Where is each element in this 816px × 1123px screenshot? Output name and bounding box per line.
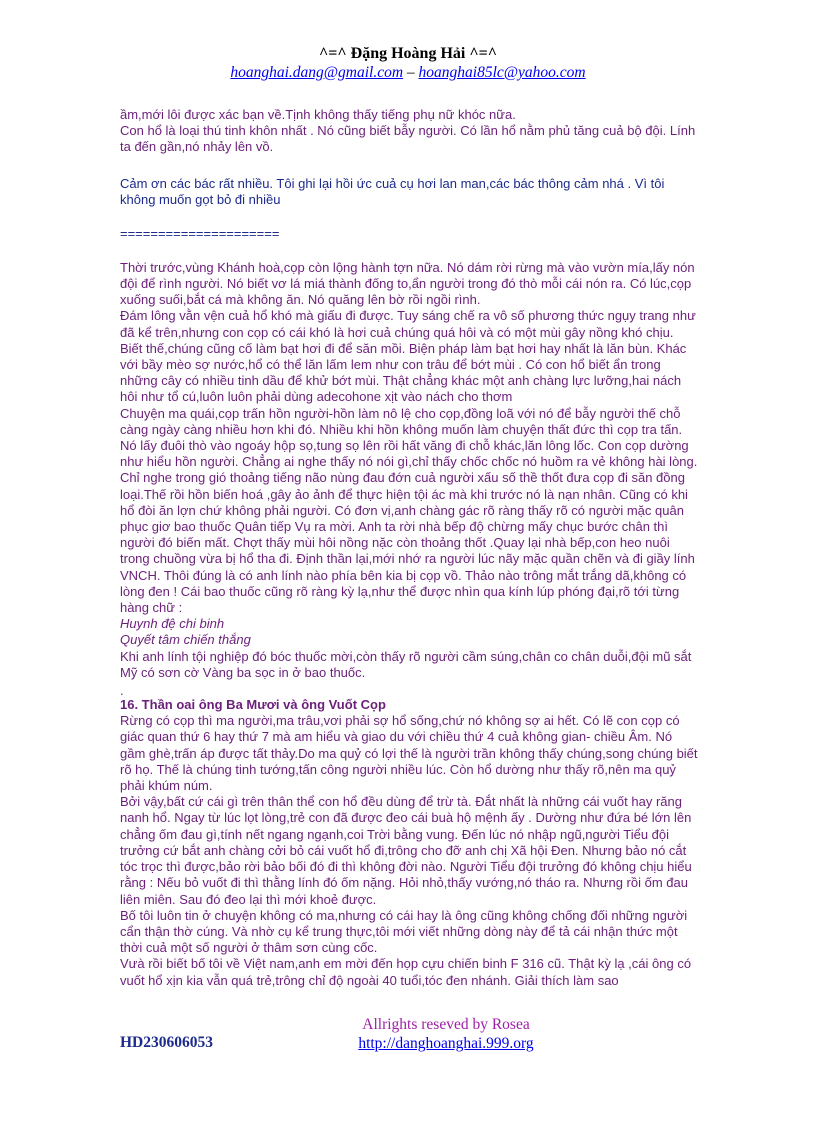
rights-text: Allrights reseved by Rosea (362, 1016, 530, 1033)
email-link-gmail[interactable]: hoanghai.dang@gmail.com (230, 64, 404, 81)
paragraph: Bởi vậy,bất cứ cái gì trên thân thể con hổ đều dùng để trừ tà. Đắt nhất là những cái vuốt hay răng nanh hổ. Ngay từ lúc lọt lòng,trẻ con đã được đeo cái buà hộ mệnh ấy . Dường như đứa bé lớn lên chẳng ốm đau gì,tính nết ngang ngạnh,coi Trời bằng vung. Đến lúc nó nhập ngũ,người Tiểu đội trưởng cứ bắt anh chàng cởi bỏ cái vuốt hổ đi,trông cho đỡ anh chị Xã hội Đen. Nhưng bảo nó cắt tóc trọc thì được,bảo rời bảo bối đó đi thì không đời nào. Người Tiểu đội trưởng đó không chịu hiểu rằng : Nếu bỏ vuốt đi thì thằng lính đó ốm nặng. Hỏi nhỏ,thấy vướng,nó tháo ra. Nhưng rồi ốm đau liên miên. Sau đó đeo lại thì mới khoẻ được. (120, 794, 692, 907)
paragraph: Rừng có cọp thì ma người,ma trâu,vơi phải sợ hổ sống,chứ nó không sợ ai hết. Có lẽ con cọp có giác quan thứ 6 hay thứ 7 mà am hiểu và giao du với chiều thứ 4 cuả không gian- chiều Âm. Nó gầm ghè,trấn áp được tất thảy.Do ma quỷ có lợi thế là người trần không thấy chúng,song chúng biết rõ họ. Thế là chúng tinh tướng,tấn công người nhiều lúc. Còn hổ dường như thấy rõ,nên ma quỷ phải khúm núm. (120, 713, 698, 794)
document-body (120, 107, 698, 989)
page-header (0, 44, 816, 82)
paragraph: Khi anh lính tội nghiệp đó bóc thuốc mời,còn thấy rõ người cầm súng,chân co chân duỗi,đội mũ sắt Mỹ có sơn cờ Vàng ba sọc in ở bao thuốc. (120, 648, 692, 680)
email-link-yahoo[interactable]: hoanghai85lc@yahoo.com (418, 64, 586, 81)
author-title: ^=^ Đặng Hoàng Hải ^=^ (318, 45, 498, 62)
author-note: Cảm ơn các bác rất nhiều. Tôi ghi lại hồi ức cuả cụ hơi lan man,các bác thông cảm nhá . Vì tôi không muốn gọt bỏ đi nhiều (120, 175, 665, 207)
paragraph: Con hổ là loại thú tinh khôn nhất . Nó cũng biết bẫy người. Có lần hổ nằm phủ tăng cuả bộ đội. Lính ta đến gần,nó nhảy lên vồ. (120, 123, 696, 155)
cigarette-text-1: Huynh đệ chi binh (120, 616, 225, 632)
paragraph: Chuyện ma quái,cọp trấn hồn người-hồn làm nô lệ cho cọp,đồng loã với nó để bẫy người thế chỗ càng ngày càng nhiều hơn khi đó. Nhiều khi hồn không muốn làm chuyện thất đức thì cọp tra tấn. Nó lấy đuôi thò vào ngoáy hộp sọ,tung sọ lên rồi hất văng đi chỗ khác,lăn lông lốc. Con cọp dường như hiểu hồn người. Chẳng ai nghe thấy nó nói gì,chỉ thấy chốc chốc nó huồm ra vẻ không hài lòng. Chỉ nghe trong gió thoảng tiếng não nùng đau đớn cuả người xấu số thề thốt đưa cọp đi săn đồng loại.Thế rồi hồn biến hoá ,gây ảo ảnh để thực hiện tội ác mà khi trước nó là nạn nhân. Cũng có khi hổ đòi ăn lợn chứ không phải người. Có đơn vị,anh chàng gác rõ ràng thấy rõ có người mặc quân phục giơ bao thuốc Quân tiếp Vụ ra mời. Anh ta rời nhà bếp độ chừng mấy chục bước chân thì người đó biến mất. Chợt thấy mùi hôi nồng nặc còn thoảng thốt .Quay lại nhà bếp,con heo nuôi trong chuồng vừa bị hổ tha đi. Định thần lại,mới nhớ ra người lúc nãy mặc quần chẽn và đi giầy lính VNCH. Thôi đúng là có anh lính nào phía bên kia bị cọp vồ. Thảo nào trông mắt trắng dã,không có lòng đen ! Cái bao thuốc cũng rõ ràng kỳ lạ,như thể được nhìn qua kính lúp phóng đại,rõ tới từng hàng chữ : (120, 405, 698, 616)
document-id: HD230606053 (120, 1034, 213, 1051)
site-link[interactable]: http://danghoanghai.999.org (358, 1035, 534, 1052)
dot-separator: . (120, 683, 124, 699)
cigarette-text-2: Quyết tâm chiến thắng (120, 632, 251, 648)
paragraph: Đám lông vằn vện cuả hổ khó mà giấu đi được. Tuy sáng chế ra vô số phương thức ngụy trang như đã kể trên,nhưng con cọp có cái khó là hơi cuả chúng quá hôi và có một mùi gây nồng khó chịu. Biết thế,chúng cũng cố làm bạt hơi đi để săn mồi. Biện pháp làm bạt hơi hay nhất là lăn bùn. Khác với bầy mèo sợ nước,hổ có thể lăn lấm lem như con trâu để bớt mùi . Có con hổ biết ẩn trong những cây có nhiều tinh dầu để khử bớt mùi. Thật chẳng khác một anh chàng lực lưỡng,hai nách hôi như tổ cú,luôn luôn phải dùng adecohone xịt vào nách cho thơm (120, 308, 696, 405)
paragraph: ầm,mới lôi được xác bạn về.Tịnh không thấy tiếng phụ nữ khóc nữa. (120, 107, 516, 122)
email-separator: – (403, 64, 419, 81)
email-line (0, 63, 816, 82)
section-heading: 16. Thần oai ông Ba Mươi và ông Vuốt Cọp (120, 697, 386, 713)
paragraph: Bố tôi luôn tin ở chuyện không có ma,nhưng có cái hay là ông cũng không chống đối những người cẩn thận thờ cúng. Và nhờ cụ kể trung thực,tôi mới viết những dòng này để tả cái nhận thức một thời cuả một số người ở thâm sơn cùng cốc. (120, 907, 688, 956)
paragraph: Vưà rồi biết bố tôi về Việt nam,anh em mời đến họp cựu chiến binh F 316 cũ. Thật kỳ lạ ,cái ông có vuốt hổ xịn kia vẫn quá trẻ,trông chỉ độ ngoài 40 tuổi,tóc đen nhánh. Giải thích làm sao (120, 956, 692, 988)
divider-line: ===================== (120, 226, 280, 242)
footer-credits (340, 1015, 552, 1053)
paragraph: Thời trước,vùng Khánh hoà,cọp còn lộng hành tợn nữa. Nó dám rời rừng mà vào vườn mía,lấy nón đội để rình người. Nó biết vơ lá miá thành đống to,ẩn người trong đó thò mỗi cái nón ra. Có lúc,cọp xuống suối,bắt cá mà không ăn. Nó quăng lên bờ rồi ngồi rình. (120, 259, 695, 308)
